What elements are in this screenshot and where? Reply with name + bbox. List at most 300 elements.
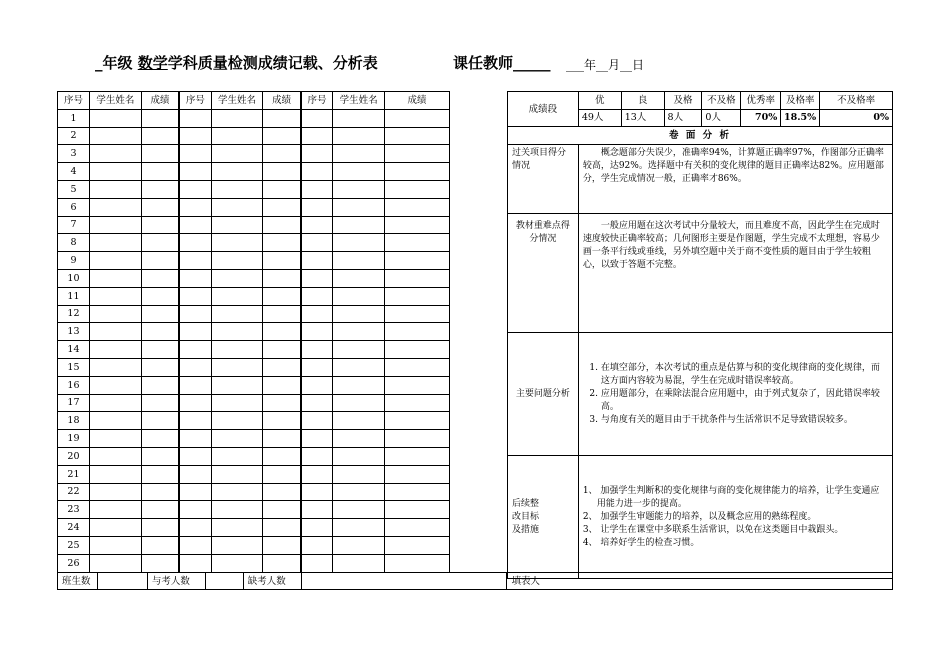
score-cell[interactable] [263, 269, 301, 287]
score-cell[interactable] [141, 269, 179, 287]
student-name-cell[interactable] [333, 127, 385, 145]
student-name-cell[interactable] [89, 109, 141, 127]
analysis-section-title: 卷 面 分 析 [508, 127, 893, 145]
score-cell[interactable] [141, 376, 179, 394]
seq-cell[interactable] [179, 447, 211, 465]
list-item: 1. 在填空部分，本次考试的重点是估算与积的变化规律商的变化规律，而这方面内容较为易混，学生在完成时错误率较高。 [601, 362, 888, 388]
student-name-cell[interactable] [211, 519, 263, 537]
student-name-cell[interactable] [89, 305, 141, 323]
table-row [58, 287, 450, 305]
seq-cell[interactable] [179, 501, 211, 519]
main-issues-cell [578, 333, 892, 456]
score-cell[interactable] [141, 465, 179, 483]
list-item: 2、 加强学生审题能力的培养，以及概念应用的熟练程度。 [582, 511, 817, 522]
band-header-good: 良 [621, 92, 664, 110]
column-header: 学生姓名 [89, 92, 141, 110]
column-header: 学生姓名 [333, 92, 385, 110]
row-number: 24 [58, 519, 90, 537]
student-name-cell[interactable] [211, 127, 263, 145]
score-cell[interactable] [141, 519, 179, 537]
student-name-cell[interactable] [89, 430, 141, 448]
student-name-cell[interactable] [89, 269, 141, 287]
row-number: 18 [58, 412, 90, 430]
student-name-cell[interactable] [333, 412, 385, 430]
score-cell[interactable] [263, 109, 301, 127]
seq-cell[interactable] [301, 198, 333, 216]
seq-cell[interactable] [179, 394, 211, 412]
seq-cell[interactable] [179, 287, 211, 305]
student-name-cell[interactable] [211, 287, 263, 305]
score-cell[interactable] [385, 145, 450, 163]
seq-cell[interactable] [301, 287, 333, 305]
student-name-cell[interactable] [211, 447, 263, 465]
score-cell[interactable] [141, 180, 179, 198]
band-header-fail-rate: 不及格率 [820, 92, 893, 110]
seq-cell[interactable] [179, 519, 211, 537]
row-number: 23 [58, 501, 90, 519]
seq-cell[interactable] [301, 109, 333, 127]
student-name-cell[interactable] [333, 198, 385, 216]
band-value-pass: 8人 [664, 109, 702, 127]
score-cell[interactable] [263, 465, 301, 483]
score-cell[interactable] [263, 163, 301, 181]
student-name-cell[interactable] [89, 198, 141, 216]
score-cell[interactable] [385, 465, 450, 483]
seq-cell[interactable] [301, 216, 333, 234]
table-row [58, 412, 450, 430]
table-row [58, 447, 450, 465]
list-item: 3. 与角度有关的题目由于干扰条件与生活常识不足导致错误较多。 [601, 414, 888, 427]
row-number: 15 [58, 358, 90, 376]
student-name-cell[interactable] [89, 394, 141, 412]
seq-cell[interactable] [301, 465, 333, 483]
table-row [58, 519, 450, 537]
exam-count-label: 与考人数 [147, 573, 205, 590]
seq-cell[interactable] [179, 358, 211, 376]
student-name-cell[interactable] [211, 305, 263, 323]
seq-cell[interactable] [179, 536, 211, 554]
student-name-cell[interactable] [211, 198, 263, 216]
student-table [57, 91, 450, 573]
score-cell[interactable] [263, 287, 301, 305]
table-row [58, 376, 450, 394]
score-cell[interactable] [385, 447, 450, 465]
student-name-cell[interactable] [211, 358, 263, 376]
student-name-cell[interactable] [211, 269, 263, 287]
seq-cell[interactable] [179, 341, 211, 359]
row-number: 4 [58, 163, 90, 181]
table-row [58, 252, 450, 270]
seq-cell[interactable] [179, 180, 211, 198]
student-name-cell[interactable] [333, 145, 385, 163]
analysis-table [507, 91, 893, 579]
student-name-cell[interactable] [89, 376, 141, 394]
student-name-cell[interactable] [89, 287, 141, 305]
score-cell[interactable] [141, 109, 179, 127]
score-cell[interactable] [263, 305, 301, 323]
score-cell[interactable] [385, 287, 450, 305]
student-name-cell[interactable] [333, 269, 385, 287]
table-row [58, 216, 450, 234]
student-name-cell[interactable] [333, 305, 385, 323]
student-name-cell[interactable] [333, 180, 385, 198]
list-item: 2. 应用题部分，在乘除法混合应用题中，由于列式复杂了，因此错误率较高。 [601, 388, 888, 414]
student-name-cell[interactable] [89, 554, 141, 572]
score-cell[interactable] [141, 394, 179, 412]
row-number: 6 [58, 198, 90, 216]
student-name-cell[interactable] [89, 216, 141, 234]
score-cell[interactable] [385, 163, 450, 181]
score-cell[interactable] [385, 198, 450, 216]
table-row [58, 180, 450, 198]
seq-cell[interactable] [301, 234, 333, 252]
student-name-cell[interactable] [333, 554, 385, 572]
score-cell[interactable] [141, 358, 179, 376]
student-name-cell[interactable] [211, 323, 263, 341]
student-name-cell[interactable] [211, 430, 263, 448]
student-name-cell[interactable] [333, 447, 385, 465]
seq-cell[interactable] [179, 145, 211, 163]
table-row [58, 323, 450, 341]
score-cell[interactable] [385, 127, 450, 145]
score-cell[interactable] [263, 376, 301, 394]
band-value-excellent: 49人 [578, 109, 621, 127]
row-number: 1 [58, 109, 90, 127]
score-cell[interactable] [385, 394, 450, 412]
row-number: 10 [58, 269, 90, 287]
table-row [58, 430, 450, 448]
score-cell[interactable] [263, 554, 301, 572]
student-name-cell[interactable] [211, 216, 263, 234]
score-cell[interactable] [141, 501, 179, 519]
table-row [58, 127, 450, 145]
seq-cell[interactable] [179, 269, 211, 287]
table-row [58, 465, 450, 483]
student-name-cell[interactable] [211, 376, 263, 394]
column-header: 成绩 [141, 92, 179, 110]
score-cell[interactable] [263, 145, 301, 163]
student-name-cell[interactable] [211, 465, 263, 483]
score-cell[interactable] [385, 519, 450, 537]
seq-cell[interactable] [301, 180, 333, 198]
student-name-cell[interactable] [211, 394, 263, 412]
student-name-cell[interactable] [211, 483, 263, 501]
seq-cell[interactable] [301, 358, 333, 376]
table-row [58, 305, 450, 323]
seq-cell[interactable] [301, 305, 333, 323]
score-cell[interactable] [385, 358, 450, 376]
score-cell[interactable] [385, 109, 450, 127]
score-cell[interactable] [141, 483, 179, 501]
row-number: 16 [58, 376, 90, 394]
score-cell[interactable] [263, 216, 301, 234]
passed-items-text: 概念题部分失误少，准确率94%，计算题正确率97%，作图部分正确率较高，达92%。选择题中有关积的变化规律的题目正确率达82%。应用题部分，学生完成情况一般，正确率才86%。 [578, 145, 892, 214]
score-band-label: 成绩段 [508, 92, 579, 127]
score-cell[interactable] [263, 447, 301, 465]
table-row [58, 358, 450, 376]
score-cell[interactable] [141, 323, 179, 341]
seq-cell[interactable] [301, 163, 333, 181]
student-name-cell[interactable] [89, 163, 141, 181]
score-cell[interactable] [263, 234, 301, 252]
seq-cell[interactable] [301, 536, 333, 554]
student-name-cell[interactable] [89, 536, 141, 554]
score-cell[interactable] [141, 163, 179, 181]
student-name-cell[interactable] [211, 145, 263, 163]
seq-cell[interactable] [301, 501, 333, 519]
table-row [58, 234, 450, 252]
list-item: 1、 加强学生判断积的变化规律与商的变化规律能力的培养，让学生变通应用能力进一步的提高。 [582, 485, 880, 509]
seq-cell[interactable] [179, 252, 211, 270]
column-header: 序号 [58, 92, 90, 110]
score-cell[interactable] [141, 447, 179, 465]
student-name-cell[interactable] [211, 163, 263, 181]
main-issues-label: 主要问题分析 [508, 333, 579, 456]
score-cell[interactable] [263, 198, 301, 216]
seq-cell[interactable] [179, 483, 211, 501]
student-name-cell[interactable] [89, 323, 141, 341]
student-name-cell[interactable] [333, 465, 385, 483]
student-name-cell[interactable] [89, 412, 141, 430]
absent-count-value[interactable] [301, 573, 507, 590]
seq-cell[interactable] [179, 323, 211, 341]
band-value-fail-rate: 0% [820, 109, 893, 127]
student-name-cell[interactable] [333, 216, 385, 234]
student-name-cell[interactable] [333, 501, 385, 519]
seq-cell[interactable] [179, 127, 211, 145]
score-cell[interactable] [385, 323, 450, 341]
exam-count-value[interactable] [205, 573, 243, 590]
score-cell[interactable] [263, 483, 301, 501]
seq-cell[interactable] [179, 554, 211, 572]
row-number: 11 [58, 287, 90, 305]
score-cell[interactable] [141, 145, 179, 163]
score-cell[interactable] [141, 287, 179, 305]
student-name-cell[interactable] [333, 252, 385, 270]
row-number: 25 [58, 536, 90, 554]
score-cell[interactable] [141, 234, 179, 252]
table-row [58, 163, 450, 181]
student-name-cell[interactable] [211, 234, 263, 252]
student-name-cell[interactable] [211, 180, 263, 198]
student-name-cell[interactable] [333, 358, 385, 376]
page-title [95, 52, 378, 73]
student-name-cell[interactable] [333, 483, 385, 501]
seq-cell[interactable] [301, 376, 333, 394]
grade-blank: _ [95, 54, 103, 72]
seq-cell[interactable] [301, 394, 333, 412]
score-cell[interactable] [263, 180, 301, 198]
student-name-cell[interactable] [211, 109, 263, 127]
score-cell[interactable] [385, 269, 450, 287]
score-cell[interactable] [385, 430, 450, 448]
score-cell[interactable] [141, 554, 179, 572]
seq-cell[interactable] [179, 430, 211, 448]
key-points-text: 一般应用题在这次考试中分量较大，而且难度不高，因此学生在完成时速度较快正确率较高；几何图形主要是作图题，学生完成不太理想，容易少画一条平行线或垂线，另外填空题中关于商不变性质的题目由于学生较粗心，以致于答题不完整。 [578, 214, 892, 333]
score-cell[interactable] [141, 536, 179, 554]
seq-cell[interactable] [179, 412, 211, 430]
student-name-cell[interactable] [333, 430, 385, 448]
seq-cell[interactable] [301, 252, 333, 270]
score-cell[interactable] [385, 234, 450, 252]
band-value-excellent-rate: 70% [741, 109, 781, 127]
score-cell[interactable] [141, 252, 179, 270]
score-cell[interactable] [141, 430, 179, 448]
seq-cell[interactable] [301, 554, 333, 572]
student-name-cell[interactable] [333, 394, 385, 412]
student-name-cell[interactable] [89, 234, 141, 252]
table-row [58, 554, 450, 572]
seq-cell[interactable] [301, 127, 333, 145]
score-cell[interactable] [263, 127, 301, 145]
seq-cell[interactable] [179, 465, 211, 483]
footer-table [57, 572, 893, 590]
row-number: 9 [58, 252, 90, 270]
class-count-value[interactable] [97, 573, 147, 590]
row-number: 19 [58, 430, 90, 448]
band-value-fail: 0人 [702, 109, 741, 127]
date-field: ___年__月__日 [566, 58, 645, 72]
student-name-cell[interactable] [89, 358, 141, 376]
row-number: 3 [58, 145, 90, 163]
score-cell[interactable] [385, 554, 450, 572]
student-name-cell[interactable] [333, 536, 385, 554]
student-name-cell[interactable] [211, 412, 263, 430]
score-cell[interactable] [263, 341, 301, 359]
row-number: 21 [58, 465, 90, 483]
student-name-cell[interactable] [89, 483, 141, 501]
seq-cell[interactable] [179, 163, 211, 181]
row-number: 12 [58, 305, 90, 323]
score-cell[interactable] [263, 519, 301, 537]
student-name-cell[interactable] [89, 519, 141, 537]
student-name-cell[interactable] [333, 163, 385, 181]
subject: 数学 [137, 54, 168, 72]
score-cell[interactable] [263, 394, 301, 412]
student-name-cell[interactable] [89, 501, 141, 519]
student-name-cell[interactable] [211, 341, 263, 359]
student-name-cell[interactable] [333, 234, 385, 252]
seq-cell[interactable] [301, 447, 333, 465]
student-name-cell[interactable] [211, 252, 263, 270]
score-cell[interactable] [141, 198, 179, 216]
row-number: 7 [58, 216, 90, 234]
row-number: 17 [58, 394, 90, 412]
student-name-cell[interactable] [89, 127, 141, 145]
student-name-cell[interactable] [333, 341, 385, 359]
student-name-cell[interactable] [211, 536, 263, 554]
seq-cell[interactable] [301, 483, 333, 501]
score-cell[interactable] [263, 252, 301, 270]
student-name-cell[interactable] [333, 109, 385, 127]
score-cell[interactable] [263, 358, 301, 376]
seq-cell[interactable] [179, 198, 211, 216]
improvement-list [583, 485, 888, 550]
seq-cell[interactable] [301, 519, 333, 537]
student-name-cell[interactable] [333, 323, 385, 341]
score-cell[interactable] [141, 127, 179, 145]
row-number: 8 [58, 234, 90, 252]
score-cell[interactable] [263, 536, 301, 554]
passed-items-label: 过关项目得分情况 [508, 145, 579, 214]
score-cell[interactable] [263, 501, 301, 519]
student-name-cell[interactable] [211, 554, 263, 572]
table-row [58, 483, 450, 501]
seq-cell[interactable] [301, 145, 333, 163]
seq-cell[interactable] [301, 412, 333, 430]
band-value-pass-rate: 18.5% [781, 109, 820, 127]
seq-cell[interactable] [179, 234, 211, 252]
table-row [58, 341, 450, 359]
score-cell[interactable] [385, 341, 450, 359]
student-name-cell[interactable] [89, 447, 141, 465]
student-name-cell[interactable] [333, 287, 385, 305]
improvement-label [508, 456, 579, 579]
score-cell[interactable] [385, 216, 450, 234]
score-cell[interactable] [141, 305, 179, 323]
score-cell[interactable] [141, 341, 179, 359]
seq-cell[interactable] [179, 376, 211, 394]
title-rest: 学科质量检测成绩记载、分析表 [167, 54, 378, 72]
score-cell[interactable] [385, 376, 450, 394]
main-issues-list [583, 362, 888, 427]
score-cell[interactable] [263, 430, 301, 448]
improvement-label-text: 后续整改目标及措施 [512, 498, 540, 535]
seq-cell[interactable] [301, 269, 333, 287]
seq-cell[interactable] [179, 216, 211, 234]
student-name-cell[interactable] [89, 145, 141, 163]
score-cell[interactable] [263, 412, 301, 430]
student-name-cell[interactable] [333, 519, 385, 537]
seq-cell[interactable] [301, 430, 333, 448]
score-cell[interactable] [385, 180, 450, 198]
score-cell[interactable] [385, 501, 450, 519]
seq-cell[interactable] [179, 305, 211, 323]
student-name-cell[interactable] [333, 376, 385, 394]
band-header-excellent-rate: 优秀率 [741, 92, 781, 110]
table-row [58, 198, 450, 216]
student-name-cell[interactable] [211, 501, 263, 519]
band-header-pass-rate: 及格率 [781, 92, 820, 110]
seq-cell[interactable] [301, 323, 333, 341]
seq-cell[interactable] [179, 109, 211, 127]
table-row [58, 269, 450, 287]
column-header: 序号 [301, 92, 333, 110]
table-row [58, 501, 450, 519]
row-number: 2 [58, 127, 90, 145]
seq-cell[interactable] [301, 341, 333, 359]
improvement-cell [578, 456, 892, 579]
student-name-cell[interactable] [89, 465, 141, 483]
score-cell[interactable] [385, 536, 450, 554]
score-cell[interactable] [385, 305, 450, 323]
student-table-header [58, 92, 450, 110]
column-header: 序号 [179, 92, 211, 110]
student-name-cell[interactable] [89, 341, 141, 359]
teacher-field: 课任教师_____ [453, 54, 551, 72]
score-cell[interactable] [385, 412, 450, 430]
score-cell[interactable] [263, 323, 301, 341]
row-number: 26 [58, 554, 90, 572]
score-cell[interactable] [385, 483, 450, 501]
score-cell[interactable] [141, 216, 179, 234]
band-header-excellent: 优 [578, 92, 621, 110]
student-name-cell[interactable] [89, 252, 141, 270]
score-cell[interactable] [385, 252, 450, 270]
row-number: 13 [58, 323, 90, 341]
student-name-cell[interactable] [89, 180, 141, 198]
score-cell[interactable] [141, 412, 179, 430]
